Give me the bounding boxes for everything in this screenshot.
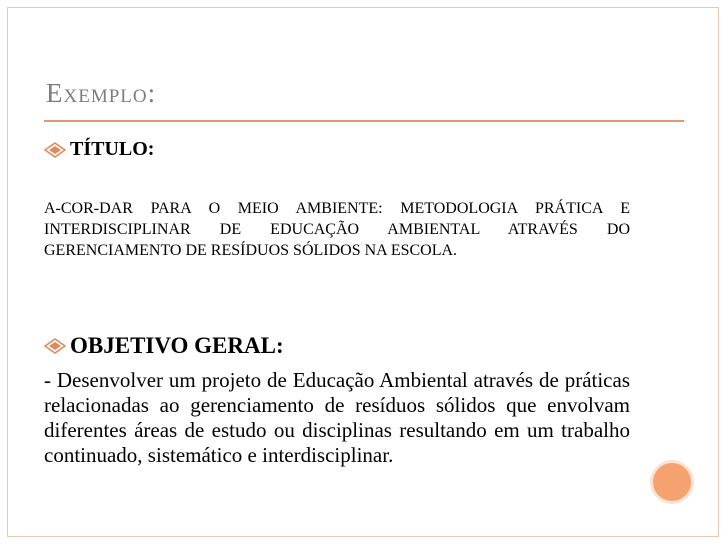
objective-text: - Desenvolver um projeto de Educação Ambiental através de práticas relacionadas ao gerenciamento de resíduos sólidos que envolvam diferentes áreas de estudo ou disciplinas resultando em um trabalho continuado, sistemático e interdisciplinar. xyxy=(44,368,630,467)
bullet-titulo xyxy=(44,138,154,161)
title-text: A-COR-DAR PARA O MEIO AMBIENTE: METODOLOGIA PRÁTICA E INTERDISCIPLINAR DE EDUCAÇÃO AMBIENTAL ATRAVÉS DO GERENCIAMENTO DE RESÍDUOS SÓLIDOS NA ESCOLA. xyxy=(44,200,630,259)
diamond-bullet-icon xyxy=(44,338,66,354)
bullet-label-objetivo-geral: OBJETIVO GERAL: xyxy=(70,333,284,358)
diamond-bullet-icon xyxy=(44,142,66,158)
bullet-objetivo-geral xyxy=(44,333,284,359)
slide-title: Exemplo: xyxy=(46,78,157,108)
bullet-label-titulo: TÍTULO: xyxy=(70,138,155,160)
title-divider xyxy=(44,120,684,122)
decorative-circle xyxy=(650,460,694,504)
